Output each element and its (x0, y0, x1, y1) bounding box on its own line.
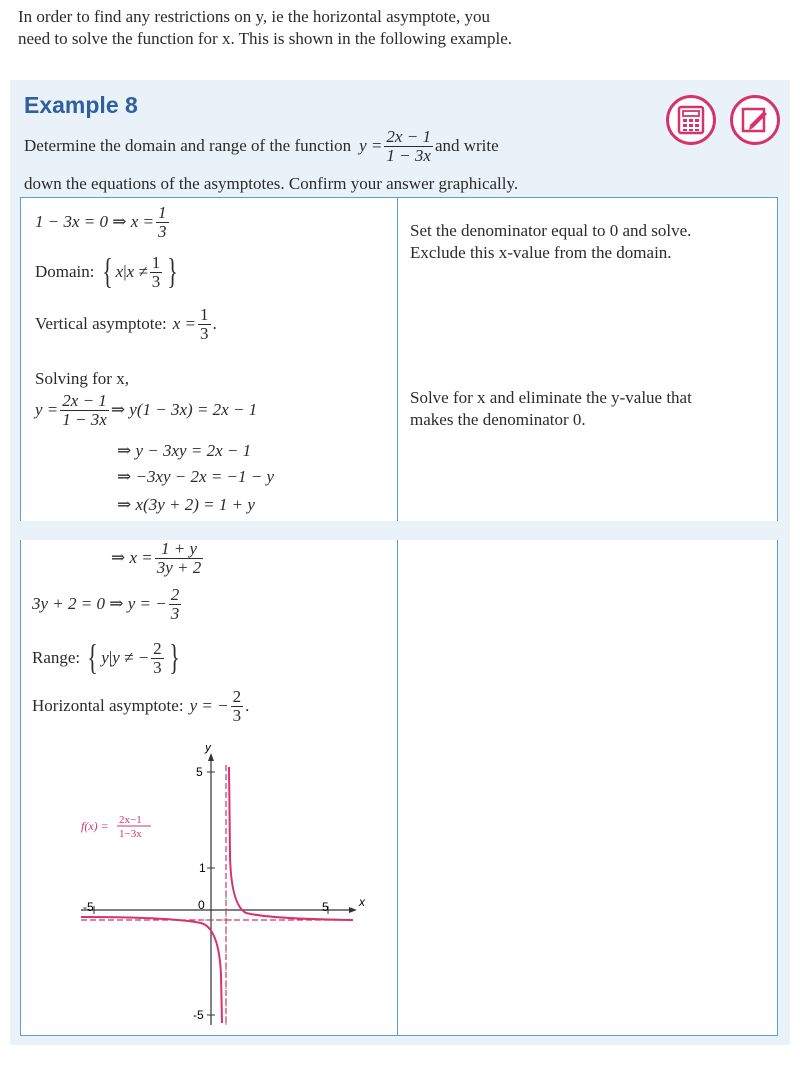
intro-line-1: In order to find any restrictions on y, ie the horizontal asymptote, you (18, 7, 490, 26)
calculator-icon[interactable] (666, 95, 716, 145)
solve-step-4: ⇒ x(3y + 2) = 1 + y (117, 495, 255, 514)
desc-fraction: $\frac{2x - 1}{1 - 3x}$ (386, 126, 431, 165)
range-statement: Range: { y | y ≠ − $\frac{2}{3}$ } (32, 637, 180, 678)
horizontal-asymptote: Horizontal asymptote: y = − $\frac{2}{3}$ . (32, 687, 250, 725)
solution-box-top (20, 197, 778, 521)
solve-step-3: ⇒ −3xy − 2x = −1 − y (117, 467, 275, 486)
solve-step-6: 3y + 2 = 0 ⇒ y = − $\frac{2}{3}$ (32, 585, 180, 623)
desc-after: and write (434, 136, 499, 155)
tick-label-y-5: 5 (196, 765, 203, 779)
x-axis-label: x (359, 895, 365, 909)
column-divider-2 (397, 540, 398, 1035)
desc-y: y = (359, 136, 383, 155)
tick-label-x-5: 5 (322, 900, 329, 914)
y-axis-arrow (208, 753, 214, 761)
example-title: Example 8 (24, 92, 138, 118)
solve-step-5: ⇒ x = $\frac{1 + y}{3y + 2}$ (111, 539, 202, 577)
solution-box-bottom (20, 540, 778, 1036)
intro-line-2: need to solve the function for x. This is shown in the following example. (18, 29, 513, 48)
note-denominator: Set the denominator equal to 0 and solve. Exclude this x-value from the domain. (410, 221, 692, 262)
desc-line-2: down the equations of the asymptotes. Confirm your answer graphically. (24, 174, 519, 193)
solve-step-2: ⇒ y − 3xy = 2x − 1 (117, 441, 252, 460)
tick-label-x-neg5: -5 (83, 900, 94, 914)
column-divider (397, 198, 398, 521)
x-axis-arrow (349, 907, 357, 913)
solve-step-1: y = $\frac{2x - 1}{1 - 3x}$ ⇒ y(1 − 3x) = 2x − 1 (35, 391, 258, 429)
note-solve-x: Solve for x and eliminate the y-value that makes the denominator 0. (410, 388, 692, 429)
function-graph (71, 745, 371, 1030)
pencil-icon[interactable] (730, 95, 780, 145)
tick-label-y-1: 1 (199, 861, 206, 875)
tick-label-origin: 0 (198, 898, 205, 912)
domain-statement: Domain: { x | x ≠ $\frac{1}{3}$ } (35, 251, 178, 292)
function-label-num: 2x−1 (119, 814, 142, 826)
tick-label-y-neg5: -5 (193, 1008, 204, 1022)
vertical-asymptote: Vertical asymptote: x = $\frac{1}{3}$ . (35, 305, 217, 343)
function-label-den: 1−3x (119, 828, 142, 840)
step-denominator-zero: 1 − 3x = 0 ⇒ x = $\frac{1}{3}$ (35, 203, 167, 241)
example-description (24, 122, 664, 196)
curve-right-branch (229, 767, 353, 920)
solving-for-x: Solving for x, (35, 369, 129, 388)
y-axis-label: y (205, 745, 211, 754)
desc-before: Determine the domain and range of the function (24, 136, 352, 155)
intro-paragraph (18, 6, 778, 50)
function-label-lhs: f(x) = (81, 819, 109, 833)
